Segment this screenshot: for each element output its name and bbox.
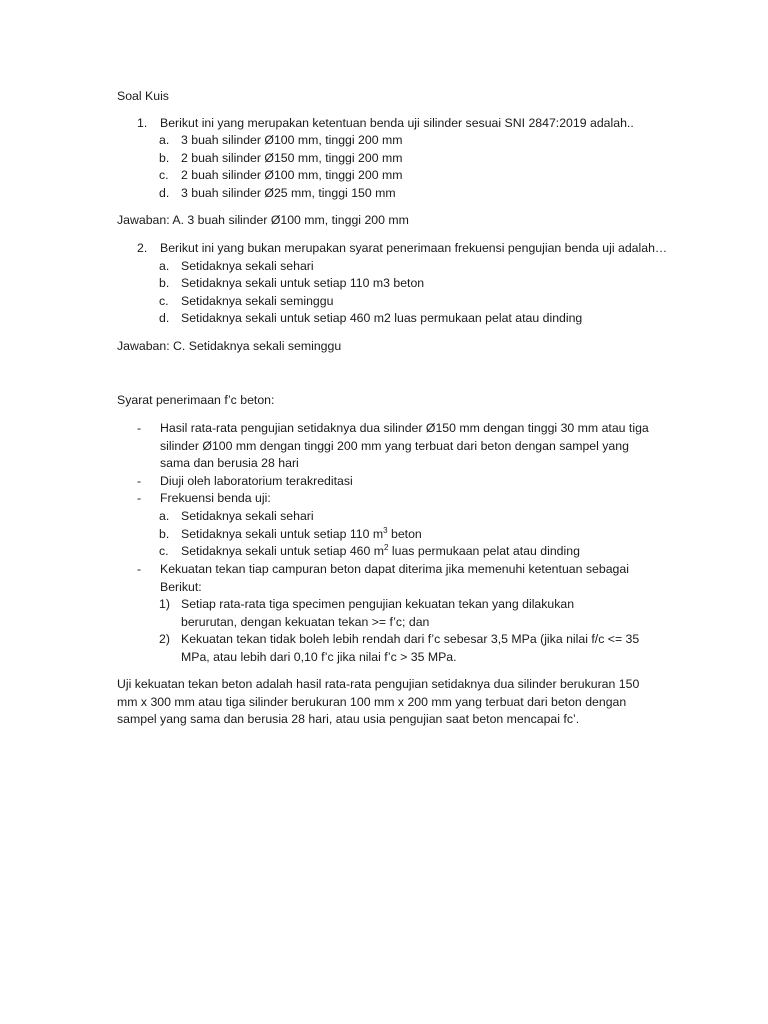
option-text: 2 buah silinder Ø150 mm, tinggi 200 mm <box>181 151 403 165</box>
question-text: Berikut ini yang bukan merupakan syarat penerimaan frekuensi pengujian benda uji adalah… <box>160 241 668 255</box>
frequency-text: Setidaknya sekali untuk setiap 110 $m^3$ beton <box>181 525 422 541</box>
option-text: 2 buah silinder Ø100 mm, tinggi 200 mm <box>181 168 403 182</box>
option-text: Setidaknya sekali untuk setiap 110 m3 beton <box>181 276 425 290</box>
option-text: Setidaknya sekali untuk setiap 460 m2 luas permukaan pelat atau dinding <box>181 311 583 325</box>
requirements-heading: Syarat penerimaan f’c beton: <box>117 393 275 407</box>
bullet-dash: - <box>137 562 142 576</box>
requirement-item: Diuji oleh laboratorium terakreditasi <box>160 474 353 488</box>
option-letter: b. <box>159 276 170 290</box>
criteria-text: Setiap rata-rata tiga specimen pengujian kekuatan tekan yang dilakukan berurutan, dengan kekuatan tekan >= f’c; dan <box>181 597 575 629</box>
answer-2: Jawaban: C. Setidaknya sekali seminggu <box>117 339 342 353</box>
option-letter: b. <box>159 151 170 165</box>
option-text: Setidaknya sekali seminggu <box>181 294 334 308</box>
criteria-number: 1) <box>159 597 170 611</box>
question-number: 2. <box>137 241 148 255</box>
closing-paragraph: Uji kekuatan tekan beton adalah hasil rata-rata pengujian setidaknya dua silinder berukuran 150 mm x 300 mm atau tiga silinder berukuran 100 mm x 200 mm yang terbuat dari beton dengan sampel yang sama dan berusia 28 hari, atau usia pengujian saat beton mencapai fc’. <box>117 677 640 726</box>
option-letter: d. <box>159 186 170 200</box>
requirement-item: Kekuatan tekan tiap campuran beton dapat diterima jika memenuhi ketentuan sebagai Berikut: <box>160 562 629 594</box>
requirement-item: Frekuensi benda uji: <box>160 491 271 505</box>
option-letter: c. <box>159 294 169 308</box>
question-text: Berikut ini yang merupakan ketentuan benda uji silinder sesuai SNI 2847:2019 adalah.. <box>160 116 634 130</box>
frequency-text: Setidaknya sekali untuk setiap 460 $m^2$ luas permukaan pelat atau dinding <box>181 542 580 558</box>
criteria-number: 2) <box>159 632 170 646</box>
option-letter: d. <box>159 311 170 325</box>
frequency-letter: a. <box>159 509 170 523</box>
option-text: Setidaknya sekali sehari <box>181 259 314 273</box>
requirement-item: Hasil rata-rata pengujian setidaknya dua silinder Ø150 mm dengan tinggi 30 mm atau tiga silinder Ø100 mm dengan tinggi 200 mm yang terbuat dari beton dengan sampel yang sama dan berusia 28 hari <box>160 421 649 470</box>
doc-title: Soal Kuis <box>117 89 169 103</box>
bullet-dash: - <box>137 474 142 488</box>
option-letter: a. <box>159 259 170 273</box>
option-letter: c. <box>159 168 169 182</box>
criteria-text: Kekuatan tekan tidak boleh lebih rendah dari f’c sebesar 3,5 MPa (jika nilai f/c <= 35 MPa, atau lebih dari 0,10 f’c jika nilai f’c > 35 MPa. <box>181 632 640 664</box>
frequency-letter: b. <box>159 527 170 541</box>
frequency-letter: c. <box>159 544 169 558</box>
option-letter: a. <box>159 133 170 147</box>
frequency-text: Setidaknya sekali sehari <box>181 509 314 523</box>
question-number: 1. <box>137 116 148 130</box>
bullet-dash: - <box>137 491 142 505</box>
bullet-dash: - <box>137 421 142 435</box>
option-text: 3 buah silinder Ø100 mm, tinggi 200 mm <box>181 133 403 147</box>
answer-1: Jawaban: A. 3 buah silinder Ø100 mm, tinggi 200 mm <box>117 213 409 227</box>
option-text: 3 buah silinder Ø25 mm, tinggi 150 mm <box>181 186 396 200</box>
